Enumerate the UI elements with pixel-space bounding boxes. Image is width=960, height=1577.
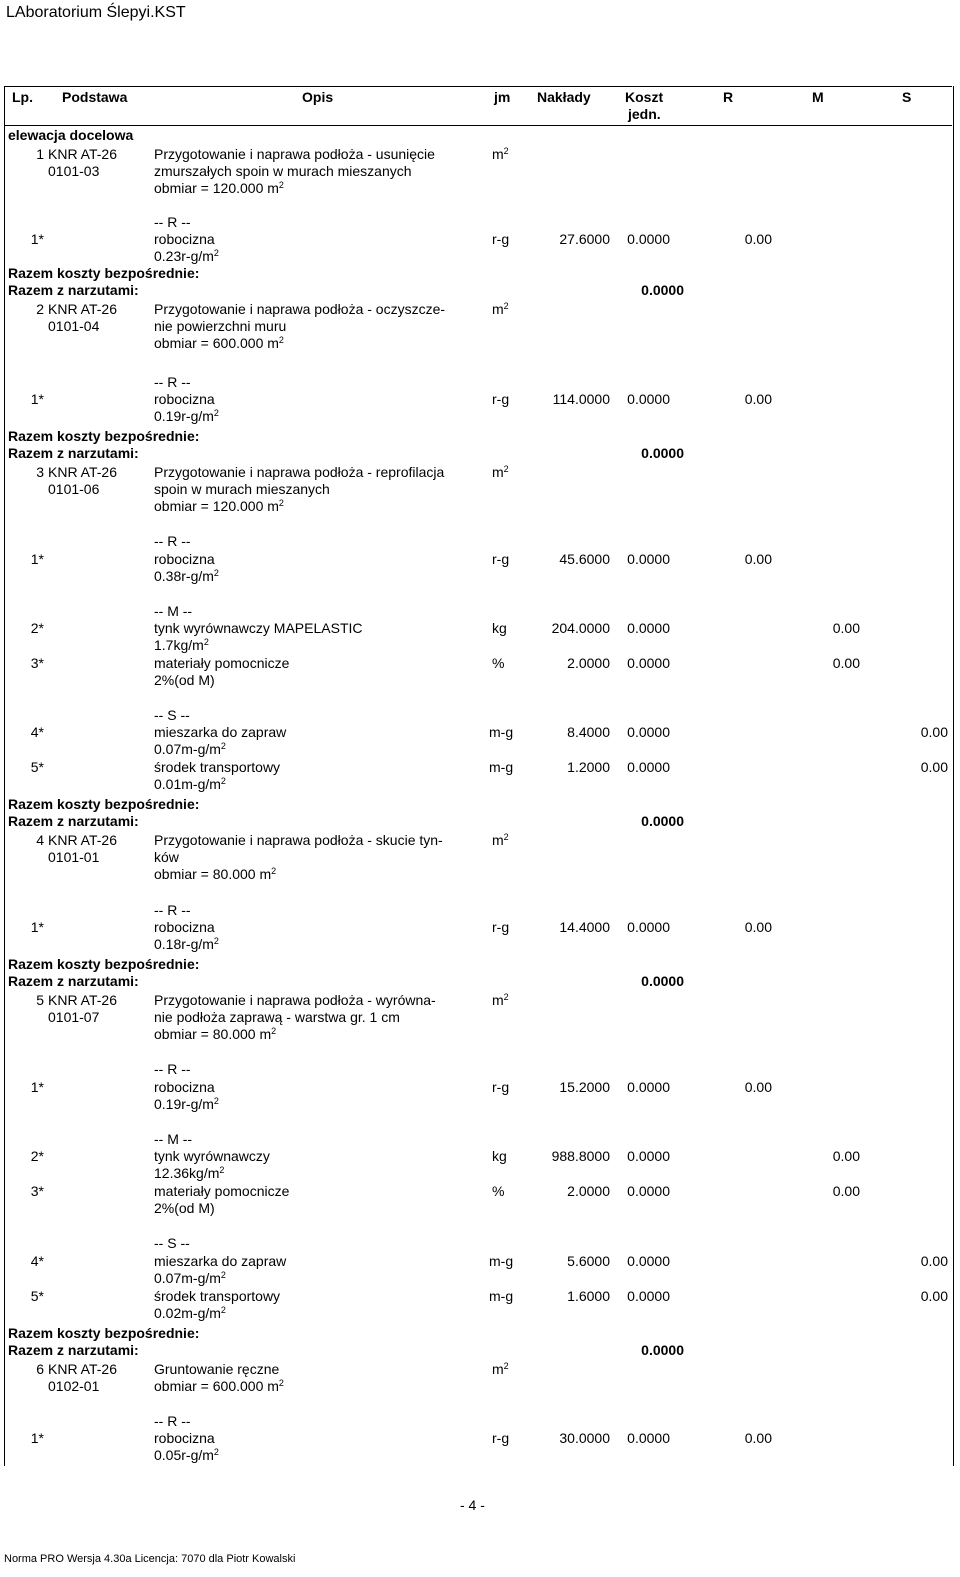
superscript: 2 (278, 180, 284, 190)
cell-p4-r-k: 0.0000 (627, 919, 670, 935)
cell-p6-basis2: 0102-01 (48, 1378, 100, 1394)
cell-p5-m1-v: 0.00 (832, 1148, 860, 1164)
cell-p3-r-v: 0.00 (744, 551, 772, 567)
cell-p2-meas: obmiar = 600.000 $m^2$ (154, 335, 284, 351)
cell-p2-jm: $m^2$ (492, 301, 509, 317)
cell-p6-r-jm: r-g (492, 1430, 510, 1446)
cell-p1-rkb: Razem koszty bezpośrednie: (8, 265, 200, 281)
cell-p3-s2-norm: $0.01m-g/m^2$ (154, 776, 226, 792)
cell-p5-m-grp: -- M -- (154, 1131, 193, 1147)
table-header (4, 86, 952, 126)
cell-p3-s1-v: 0.00 (920, 724, 948, 740)
cell-p2-r-norm: $0.19r-g/m^2$ (154, 408, 219, 424)
cell-p1-desc2: zmurszałych spoin w murach mieszanych (154, 163, 412, 179)
cell-p2-rzn: Razem z narzutami: (8, 445, 139, 461)
cell-p6-r-n: 30.0000 (559, 1430, 610, 1446)
cell-p2-rkb: Razem koszty bezpośrednie: (8, 428, 200, 444)
cell-p3-m1-name: tynk wyrównawczy MAPELASTIC (154, 620, 363, 636)
cell-p3-m1-k: 0.0000 (627, 620, 670, 636)
cell-p4-basis2: 0101-01 (48, 849, 100, 865)
cell-p5-r-grp: -- R -- (154, 1061, 191, 1077)
cell-p4-r-name: robocizna (154, 919, 215, 935)
cell-p3-s2-v: 0.00 (920, 759, 948, 775)
cell-p5-r-n: 15.2000 (559, 1079, 610, 1095)
cell-p4-desc2: ków (154, 849, 179, 865)
cell-p5-s1-lp: 4* (30, 1253, 44, 1269)
superscript: 2 (503, 992, 509, 1002)
cell-p5-lp: 5 (36, 992, 44, 1008)
cell-p3-s2-jm: m-g (489, 759, 514, 775)
cell-p3-m2-k: 0.0000 (627, 655, 670, 671)
cell-p3-s2-n: 1.2000 (567, 759, 610, 775)
cell-p3-s1-norm: $0.07m-g/m^2$ (154, 741, 226, 757)
cell-p2-r-name: robocizna (154, 391, 215, 407)
superscript: 2 (213, 248, 219, 258)
cell-p3-rzn: Razem z narzutami: (8, 813, 139, 829)
cell-p5-m2-name: materiały pomocnicze (154, 1183, 290, 1199)
cell-p6-meas: obmiar = 600.000 $m^2$ (154, 1378, 284, 1394)
cell-p3-r-grp: -- R -- (154, 533, 191, 549)
header-opis: Opis (302, 89, 334, 105)
superscript: 2 (220, 741, 226, 751)
superscript: 2 (213, 568, 219, 578)
cell-p3-m1-norm: $1.7kg/m^2$ (154, 637, 209, 653)
cell-p4-r-n: 14.4000 (559, 919, 610, 935)
cell-p3-s2-lp: 5* (30, 759, 44, 775)
cell-p1-rzn-v: 0.0000 (641, 282, 684, 298)
cell-p5-s2-k: 0.0000 (627, 1288, 670, 1304)
cell-p5-desc1: Przygotowanie i naprawa podłoża - wyrównа- (154, 992, 436, 1008)
cell-p5-m2-k: 0.0000 (627, 1183, 670, 1199)
section-title: elewacja docelowa (8, 127, 134, 143)
cell-p3-basis1: KNR AT-26 (48, 464, 117, 480)
cell-p5-m2-n: 2.0000 (567, 1183, 610, 1199)
cell-p3-desc2: spoin w murach mieszanych (154, 481, 330, 497)
superscript: 2 (278, 335, 284, 345)
cell-p3-jm: $m^2$ (492, 464, 509, 480)
cell-p2-r-n: 114.0000 (552, 391, 610, 407)
cell-p5-s2-v: 0.00 (920, 1288, 948, 1304)
page-number: - 4 - (460, 1497, 485, 1513)
cell-p6-jm: $m^2$ (492, 1361, 509, 1377)
header-koszt: Koszt (625, 89, 664, 105)
cell-p5-m1-n: 988.8000 (551, 1148, 610, 1164)
header-jm: jm (494, 89, 511, 105)
cell-p6-lp: 6 (36, 1361, 44, 1377)
cell-p3-m1-n: 204.0000 (551, 620, 610, 636)
cell-p4-r-lp: 1* (30, 919, 44, 935)
cell-p2-r-lp: 1* (30, 391, 44, 407)
superscript: 2 (220, 1270, 226, 1280)
cell-p3-r-name: robocizna (154, 551, 215, 567)
superscript: 2 (220, 1305, 226, 1315)
superscript: 2 (278, 498, 284, 508)
header-podstawa: Podstawa (62, 89, 128, 105)
cell-p1-r-jm: r-g (492, 231, 510, 247)
superscript: 2 (503, 464, 509, 474)
cell-p3-m1-v: 0.00 (832, 620, 860, 636)
cell-p3-m2-n: 2.0000 (567, 655, 610, 671)
cell-p5-desc2: nie podłoża zaprawą - warstwa gr. 1 cm (154, 1009, 400, 1025)
cell-p1-basis2: 0101-03 (48, 163, 100, 179)
cell-p5-s1-norm: $0.07m-g/m^2$ (154, 1270, 226, 1286)
cell-p1-meas: obmiar = 120.000 $m^2$ (154, 180, 284, 196)
cell-p4-r-norm: $0.18r-g/m^2$ (154, 936, 219, 952)
cell-p1-r-v: 0.00 (744, 231, 772, 247)
cell-p5-m2-jm: % (492, 1183, 505, 1199)
cell-p1-jm: $m^2$ (492, 146, 509, 162)
superscript: 2 (503, 832, 509, 842)
cell-p5-s2-norm: $0.02m-g/m^2$ (154, 1305, 226, 1321)
superscript: 2 (503, 1361, 509, 1371)
cell-p5-r-norm: $0.19r-g/m^2$ (154, 1096, 219, 1112)
cell-p5-rzn: Razem z narzutami: (8, 1342, 139, 1358)
cell-p4-rzn: Razem z narzutami: (8, 973, 139, 989)
cell-p3-r-k: 0.0000 (627, 551, 670, 567)
cell-p2-desc1: Przygotowanie i naprawa podłoża - oczyszcze- (154, 301, 446, 317)
cell-p1-r-n: 27.6000 (559, 231, 610, 247)
cell-p2-r-v: 0.00 (744, 391, 772, 407)
cell-p5-r-k: 0.0000 (627, 1079, 670, 1095)
cell-p5-m2-lp: 3* (30, 1183, 44, 1199)
cell-p5-s1-name: mieszarka do zapraw (154, 1253, 287, 1269)
cell-p4-r-v: 0.00 (744, 919, 772, 935)
cell-p5-m1-jm: kg (492, 1148, 507, 1164)
header-s: S (902, 89, 912, 105)
cell-p5-m1-lp: 2* (30, 1148, 44, 1164)
superscript: 2 (219, 1165, 225, 1175)
header-naklady: Nakłady (537, 89, 591, 105)
cell-p2-basis1: KNR AT-26 (48, 301, 117, 317)
cell-p3-desc1: Przygotowanie i naprawa podłoża - reprofilacja (154, 464, 445, 480)
superscript: 2 (278, 1378, 284, 1388)
cell-p5-r-jm: r-g (492, 1079, 510, 1095)
cell-p2-r-k: 0.0000 (627, 391, 670, 407)
cell-p3-m1-lp: 2* (30, 620, 44, 636)
cell-p2-lp: 2 (36, 301, 44, 317)
cell-p5-basis2: 0101-07 (48, 1009, 100, 1025)
cell-p5-r-lp: 1* (30, 1079, 44, 1095)
cell-p1-rzn: Razem z narzutami: (8, 282, 139, 298)
cell-p2-desc2: nie powierzchni muru (154, 318, 287, 334)
cell-p1-lp: 1 (36, 146, 44, 162)
cell-p5-meas: obmiar = 80.000 $m^2$ (154, 1026, 277, 1042)
cell-p5-s1-v: 0.00 (920, 1253, 948, 1269)
cell-p3-s-grp: -- S -- (154, 707, 190, 723)
cell-p5-rkb: Razem koszty bezpośrednie: (8, 1325, 200, 1341)
cell-p2-r-jm: r-g (492, 391, 510, 407)
cell-p3-m2-lp: 3* (30, 655, 44, 671)
cell-p5-m1-k: 0.0000 (627, 1148, 670, 1164)
cell-p3-m2-name: materiały pomocnicze (154, 655, 290, 671)
cell-p5-s2-name: środek transportowy (154, 1288, 281, 1304)
superscript: 2 (503, 301, 509, 311)
cell-p3-m2-norm: 2%(od M) (154, 672, 215, 688)
cell-p3-r-lp: 1* (30, 551, 44, 567)
cell-p1-basis1: KNR AT-26 (48, 146, 117, 162)
cell-p5-r-v: 0.00 (744, 1079, 772, 1095)
cell-p3-s1-k: 0.0000 (627, 724, 670, 740)
cell-p2-rzn-v: 0.0000 (641, 445, 684, 461)
cell-p3-r-norm: $0.38r-g/m^2$ (154, 568, 219, 584)
cell-p2-basis2: 0101-04 (48, 318, 100, 334)
cell-p1-r-norm: $0.23r-g/m^2$ (154, 248, 219, 264)
cell-p5-s1-jm: m-g (489, 1253, 514, 1269)
cell-p3-basis2: 0101-06 (48, 481, 100, 497)
header-jedn: jedn. (628, 106, 661, 122)
table-frame (4, 86, 954, 1466)
cell-p5-m2-norm: 2%(od M) (154, 1200, 215, 1216)
header-r: R (723, 89, 734, 105)
cell-p5-m1-name: tynk wyrównawczy (154, 1148, 270, 1164)
cell-p5-basis1: KNR AT-26 (48, 992, 117, 1008)
cell-p3-s2-name: środek transportowy (154, 759, 281, 775)
cell-p3-m2-jm: % (492, 655, 505, 671)
cell-p4-rzn-v: 0.0000 (641, 973, 684, 989)
cell-p5-s-grp: -- S -- (154, 1235, 190, 1251)
cell-p5-s2-jm: m-g (489, 1288, 514, 1304)
cell-p4-desc1: Przygotowanie i naprawa podłoża - skucie tyn- (154, 832, 443, 848)
cell-p5-rzn-v: 0.0000 (641, 1342, 684, 1358)
cell-p3-rzn-v: 0.0000 (641, 813, 684, 829)
cell-p3-s1-jm: m-g (489, 724, 514, 740)
cell-p4-r-jm: r-g (492, 919, 510, 935)
cell-p4-jm: $m^2$ (492, 832, 509, 848)
cell-p1-r-grp: -- R -- (154, 214, 191, 230)
header-lp: Lp. (12, 89, 33, 105)
cell-p1-r-lp: 1* (30, 231, 44, 247)
cell-p2-r-grp: -- R -- (154, 374, 191, 390)
cell-p1-r-k: 0.0000 (627, 231, 670, 247)
header-m: M (812, 89, 824, 105)
cell-p6-basis1: KNR AT-26 (48, 1361, 117, 1377)
cell-p5-s2-lp: 5* (30, 1288, 44, 1304)
cell-p3-m-grp: -- M -- (154, 603, 193, 619)
cell-p5-r-name: robocizna (154, 1079, 215, 1095)
superscript: 2 (271, 866, 277, 876)
cell-p3-s2-k: 0.0000 (627, 759, 670, 775)
superscript: 2 (203, 637, 209, 647)
cell-p5-jm: $m^2$ (492, 992, 509, 1008)
superscript: 2 (213, 1447, 219, 1457)
cell-p4-lp: 4 (36, 832, 44, 848)
cell-p4-meas: obmiar = 80.000 $m^2$ (154, 866, 277, 882)
superscript: 2 (213, 1096, 219, 1106)
cell-p3-lp: 3 (36, 464, 44, 480)
cell-p1-r-name: robocizna (154, 231, 215, 247)
cell-p5-m1-norm: $12.36kg/m^2$ (154, 1165, 225, 1181)
superscript: 2 (220, 776, 226, 786)
cell-p6-r-name: robocizna (154, 1430, 215, 1446)
cell-p1-desc1: Przygotowanie i naprawa podłoża - usunięcie (154, 146, 435, 162)
cell-p5-m2-v: 0.00 (832, 1183, 860, 1199)
cell-p3-s1-name: mieszarka do zapraw (154, 724, 287, 740)
cell-p3-r-jm: r-g (492, 551, 510, 567)
cell-p6-r-lp: 1* (30, 1430, 44, 1446)
footer-license: Norma PRO Wersja 4.30a Licencja: 7070 dla Piotr Kowalski (4, 1553, 296, 1565)
cell-p3-r-n: 45.6000 (559, 551, 610, 567)
cell-p6-r-v: 0.00 (744, 1430, 772, 1446)
cell-p3-m1-jm: kg (492, 620, 507, 636)
cell-p3-s1-lp: 4* (30, 724, 44, 740)
cell-p6-r-grp: -- R -- (154, 1413, 191, 1429)
cell-p4-r-grp: -- R -- (154, 902, 191, 918)
cell-p6-desc1: Gruntowanie ręczne (154, 1361, 280, 1377)
window-title: LAboratorium Ślepyi.KST (6, 4, 186, 21)
cell-p5-s1-n: 5.6000 (567, 1253, 610, 1269)
cell-p4-basis1: KNR AT-26 (48, 832, 117, 848)
cell-p6-r-k: 0.0000 (627, 1430, 670, 1446)
superscript: 2 (213, 936, 219, 946)
cell-p5-s1-k: 0.0000 (627, 1253, 670, 1269)
cell-p3-rkb: Razem koszty bezpośrednie: (8, 796, 200, 812)
cell-p5-s2-n: 1.6000 (567, 1288, 610, 1304)
cell-p3-meas: obmiar = 120.000 $m^2$ (154, 498, 284, 514)
superscript: 2 (503, 146, 509, 156)
superscript: 2 (271, 1026, 277, 1036)
superscript: 2 (213, 408, 219, 418)
cell-p3-s1-n: 8.4000 (567, 724, 610, 740)
cell-p3-m2-v: 0.00 (832, 655, 860, 671)
cell-p4-rkb: Razem koszty bezpośrednie: (8, 956, 200, 972)
cell-p6-r-norm: $0.05r-g/m^2$ (154, 1447, 219, 1463)
